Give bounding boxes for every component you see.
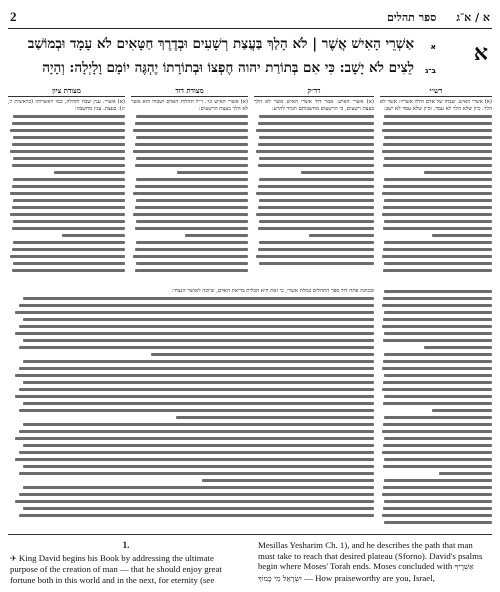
text-line-placeholder (8, 463, 374, 470)
text-line-placeholder (380, 456, 492, 463)
text-line-placeholder (380, 442, 492, 449)
text-line-placeholder (380, 155, 492, 162)
text-line-placeholder (380, 393, 492, 400)
text-line-placeholder (254, 148, 374, 155)
verse-number: א (430, 42, 436, 51)
text-line-placeholder (8, 204, 125, 211)
text-line-placeholder (8, 400, 374, 407)
wide-commentary-opening: ובכוונה פתח דוד ספר התהלים במלת אשרי, כי זאת היא תכלית בריאת האדם, שיזכה לאושר הנצחי: (171, 288, 374, 294)
text-line-placeholder (254, 127, 374, 134)
text-line-placeholder (380, 302, 492, 309)
text-line-placeholder (254, 190, 374, 197)
text-line-placeholder (131, 155, 248, 162)
text-line-placeholder (380, 505, 492, 512)
metzudat-david-text (131, 99, 248, 289)
text-line-placeholder (380, 372, 492, 379)
text-line-placeholder (131, 253, 248, 260)
text-line-placeholder (8, 218, 125, 225)
text-line-placeholder (254, 239, 374, 246)
text-line-placeholder (380, 204, 492, 211)
text-line-placeholder (8, 316, 374, 323)
text-line-placeholder (380, 351, 492, 358)
text-line-placeholder (8, 260, 125, 267)
verse-line: אַשְׁרֵי הָאִישׁ אֲשֶׁר | לֹא הָלַךְ בַּעֲצַת רְשָׁעִים וּבְדֶרֶךְ חַטָּאִים לֹא עָמָד וּבְמוֹשַׁב (27, 36, 414, 52)
metzudat-zion-column (8, 86, 125, 289)
text-line-placeholder (380, 379, 492, 386)
text-line-placeholder (8, 428, 374, 435)
text-line-placeholder (131, 141, 248, 148)
text-line-placeholder (8, 190, 125, 197)
verse-line: לֵצִים לֹא יָשָׁב: כִּי אִם בְּתוֹרַת יהוה חֶפְצוֹ וּבְתוֹרָתוֹ יֶהְגֶּה יוֹמָם וָלָיְלָה: וְהָיָה (42, 60, 414, 76)
metzudat-david-filler (131, 113, 248, 274)
text-line-placeholder (131, 197, 248, 204)
text-line-placeholder (380, 253, 492, 260)
text-line-placeholder (254, 113, 374, 120)
text-line-placeholder (380, 519, 492, 526)
text-line-placeholder (380, 169, 492, 176)
text-line-placeholder (380, 141, 492, 148)
text-line-placeholder (380, 365, 492, 372)
text-line-placeholder (254, 120, 374, 127)
text-line-placeholder (380, 386, 492, 393)
main-verse-block (8, 32, 492, 92)
text-line-placeholder (8, 351, 374, 358)
text-line-placeholder (254, 253, 374, 260)
text-line-placeholder (8, 337, 374, 344)
text-line-placeholder (254, 197, 374, 204)
text-line-placeholder (8, 491, 374, 498)
text-line-placeholder (8, 407, 374, 414)
text-line-placeholder (8, 456, 374, 463)
text-line-placeholder (380, 288, 492, 295)
text-line-placeholder (380, 190, 492, 197)
text-line-placeholder (131, 113, 248, 120)
text-line-placeholder (380, 246, 492, 253)
text-line-placeholder (8, 225, 125, 232)
text-line-placeholder (131, 246, 248, 253)
text-line-placeholder (8, 379, 374, 386)
text-line-placeholder (380, 344, 492, 351)
text-line-placeholder (8, 169, 125, 176)
text-line-placeholder (254, 246, 374, 253)
text-line-placeholder (8, 246, 125, 253)
text-line-placeholder (380, 463, 492, 470)
text-line-placeholder (131, 232, 248, 239)
text-line-placeholder (254, 155, 374, 162)
text-line-placeholder (380, 113, 492, 120)
text-line-placeholder (380, 421, 492, 428)
text-line-placeholder (380, 239, 492, 246)
text-line-placeholder (380, 316, 492, 323)
english-hebrew-quote: אַשְׁרֶיךָ יִשְׂרָאֵל מִי כָמוֹךָ (258, 562, 474, 583)
rashi-continuation (380, 288, 492, 528)
text-line-placeholder (254, 183, 374, 190)
text-line-placeholder (8, 267, 125, 274)
text-line-placeholder (8, 386, 374, 393)
text-line-placeholder (8, 470, 374, 477)
text-line-placeholder (8, 295, 374, 302)
rashi-column (380, 86, 492, 311)
text-line-placeholder (8, 477, 374, 484)
text-line-placeholder (254, 169, 374, 176)
text-line-placeholder (380, 134, 492, 141)
wide-commentary-filler (8, 295, 374, 519)
radak-heading: רד״ק (254, 86, 374, 97)
text-line-placeholder (254, 232, 374, 239)
text-line-placeholder (8, 330, 374, 337)
text-line-placeholder (8, 435, 374, 442)
chapter-marker: א / א־ג (456, 10, 490, 24)
text-line-placeholder (380, 330, 492, 337)
metzudat-david-opening: (א) אשרי האיש וגו׳. ר״ל תהלות האדם ושבחו הוא אשר לא הלך בעצת הרשעים: (131, 99, 248, 113)
text-line-placeholder (131, 183, 248, 190)
text-line-placeholder (380, 498, 492, 505)
text-line-placeholder (8, 155, 125, 162)
text-line-placeholder (8, 393, 374, 400)
running-header (8, 6, 492, 29)
radak-opening: (א) אשרי האיש. אמר דוד אשרי האיש אשר לא הלך בעצת רשעים, כי הרשעים מחשבותם תמיד להרע: (254, 99, 374, 113)
text-line-placeholder (131, 218, 248, 225)
text-line-placeholder (131, 260, 248, 267)
text-line-placeholder (254, 218, 374, 225)
text-line-placeholder (380, 400, 492, 407)
text-line-placeholder (131, 225, 248, 232)
text-line-placeholder (380, 162, 492, 169)
text-line-placeholder (8, 498, 374, 505)
text-line-placeholder (8, 120, 125, 127)
chapter-letter: א (473, 40, 488, 66)
text-line-placeholder (131, 176, 248, 183)
text-line-placeholder (8, 365, 374, 372)
text-line-placeholder (8, 197, 125, 204)
text-line-placeholder (131, 169, 248, 176)
footer-divider (8, 534, 492, 535)
radak-column (254, 86, 374, 289)
text-line-placeholder (8, 512, 374, 519)
text-line-placeholder (380, 512, 492, 519)
section-marker-icon: ✈ (10, 553, 17, 563)
text-line-placeholder (380, 218, 492, 225)
text-line-placeholder (254, 141, 374, 148)
rashi-filler (380, 113, 492, 274)
note-number: 1. (122, 540, 130, 550)
text-line-placeholder (8, 344, 374, 351)
text-line-placeholder (380, 309, 492, 316)
text-line-placeholder (380, 484, 492, 491)
text-line-placeholder (8, 421, 374, 428)
english-commentary-left (10, 540, 242, 585)
text-line-placeholder (380, 435, 492, 442)
text-line-placeholder (8, 253, 125, 260)
text-line-placeholder (254, 134, 374, 141)
text-line-placeholder (131, 134, 248, 141)
text-line-placeholder (8, 239, 125, 246)
text-line-placeholder (380, 295, 492, 302)
text-line-placeholder (8, 183, 125, 190)
text-line-placeholder (131, 162, 248, 169)
text-line-placeholder (380, 260, 492, 267)
text-line-placeholder (8, 484, 374, 491)
text-line-placeholder (380, 337, 492, 344)
metzudat-david-heading: מצודת דוד (131, 86, 248, 97)
text-line-placeholder (131, 239, 248, 246)
text-line-placeholder (380, 267, 492, 274)
text-line-placeholder (254, 260, 374, 267)
text-line-placeholder (380, 428, 492, 435)
text-line-placeholder (380, 127, 492, 134)
rashi-opening: (א) אשרי האיש. שבחו של אדם הללו אשריו: אשר לא הלך. כיון שלא הלך לא עמד, וכיון שלא עמד לא ישב: (380, 99, 492, 113)
rashi-heading: רש״י (380, 86, 492, 97)
text-line-placeholder (8, 505, 374, 512)
text-line-placeholder (380, 232, 492, 239)
text-line-placeholder (131, 148, 248, 155)
text-line-placeholder (380, 470, 492, 477)
metzudat-zion-heading: מצודת ציון (8, 86, 125, 97)
text-line-placeholder (8, 232, 125, 239)
text-line-placeholder (8, 176, 125, 183)
text-line-placeholder (380, 491, 492, 498)
text-line-placeholder (8, 442, 374, 449)
metzudat-david-column (131, 86, 248, 289)
text-line-placeholder (380, 358, 492, 365)
text-line-placeholder (254, 225, 374, 232)
metzudat-zion-filler (8, 113, 125, 274)
text-line-placeholder (131, 267, 248, 274)
text-line-placeholder (8, 372, 374, 379)
text-line-placeholder (131, 190, 248, 197)
metzudat-zion-opening: (א) אשרי. ענין שבח ותהלה, כמו ויאשרוהו (בראשית ל, יג): בעצת. ענין מחשבה: (8, 99, 125, 113)
text-line-placeholder (8, 309, 374, 316)
text-line-placeholder (8, 162, 125, 169)
verse-number: ב־ג (424, 66, 436, 75)
text-line-placeholder (8, 323, 374, 330)
metzudat-zion-text (8, 99, 125, 289)
text-line-placeholder (8, 414, 374, 421)
text-line-placeholder (380, 323, 492, 330)
radak-filler (254, 113, 374, 267)
text-line-placeholder (254, 204, 374, 211)
text-line-placeholder (254, 176, 374, 183)
text-line-placeholder (131, 120, 248, 127)
english-commentary-right (258, 540, 490, 584)
text-line-placeholder (8, 449, 374, 456)
text-line-placeholder (380, 120, 492, 127)
english-text-right: Mesillas Yesharim Ch. 1), and he describes the path that man must take to reach that desired plateau (Sforno). David's psalms begin where Moses' Torah ends. Moses concluded with (258, 540, 483, 572)
text-line-placeholder (380, 477, 492, 484)
text-line-placeholder (380, 407, 492, 414)
text-line-placeholder (8, 302, 374, 309)
english-text-left: King David begins his Book by addressing the ultimate purpose of the creation of man — that he should enjoy great fortune both in this world and in the next, for eternity (see (10, 552, 222, 585)
text-line-placeholder (8, 211, 125, 218)
text-line-placeholder (380, 225, 492, 232)
english-text-right-tail: — How praiseworthy are you, Israel, (304, 572, 435, 583)
text-line-placeholder (8, 113, 125, 120)
text-line-placeholder (380, 414, 492, 421)
wide-commentary (8, 288, 374, 528)
text-line-placeholder (131, 211, 248, 218)
radak-text (254, 99, 374, 289)
text-line-placeholder (254, 211, 374, 218)
text-line-placeholder (380, 197, 492, 204)
text-line-placeholder (131, 204, 248, 211)
text-line-placeholder (8, 141, 125, 148)
text-line-placeholder (8, 134, 125, 141)
rashi-lower-filler (380, 288, 492, 526)
text-line-placeholder (8, 148, 125, 155)
text-line-placeholder (380, 449, 492, 456)
text-line-placeholder (254, 162, 374, 169)
text-line-placeholder (380, 148, 492, 155)
rashi-text (380, 99, 492, 311)
book-title: ספר תהלים (386, 10, 437, 24)
text-line-placeholder (131, 127, 248, 134)
text-line-placeholder (8, 127, 125, 134)
text-line-placeholder (380, 211, 492, 218)
text-line-placeholder (380, 176, 492, 183)
text-line-placeholder (380, 183, 492, 190)
page-number: 2 (10, 9, 17, 24)
text-line-placeholder (8, 358, 374, 365)
